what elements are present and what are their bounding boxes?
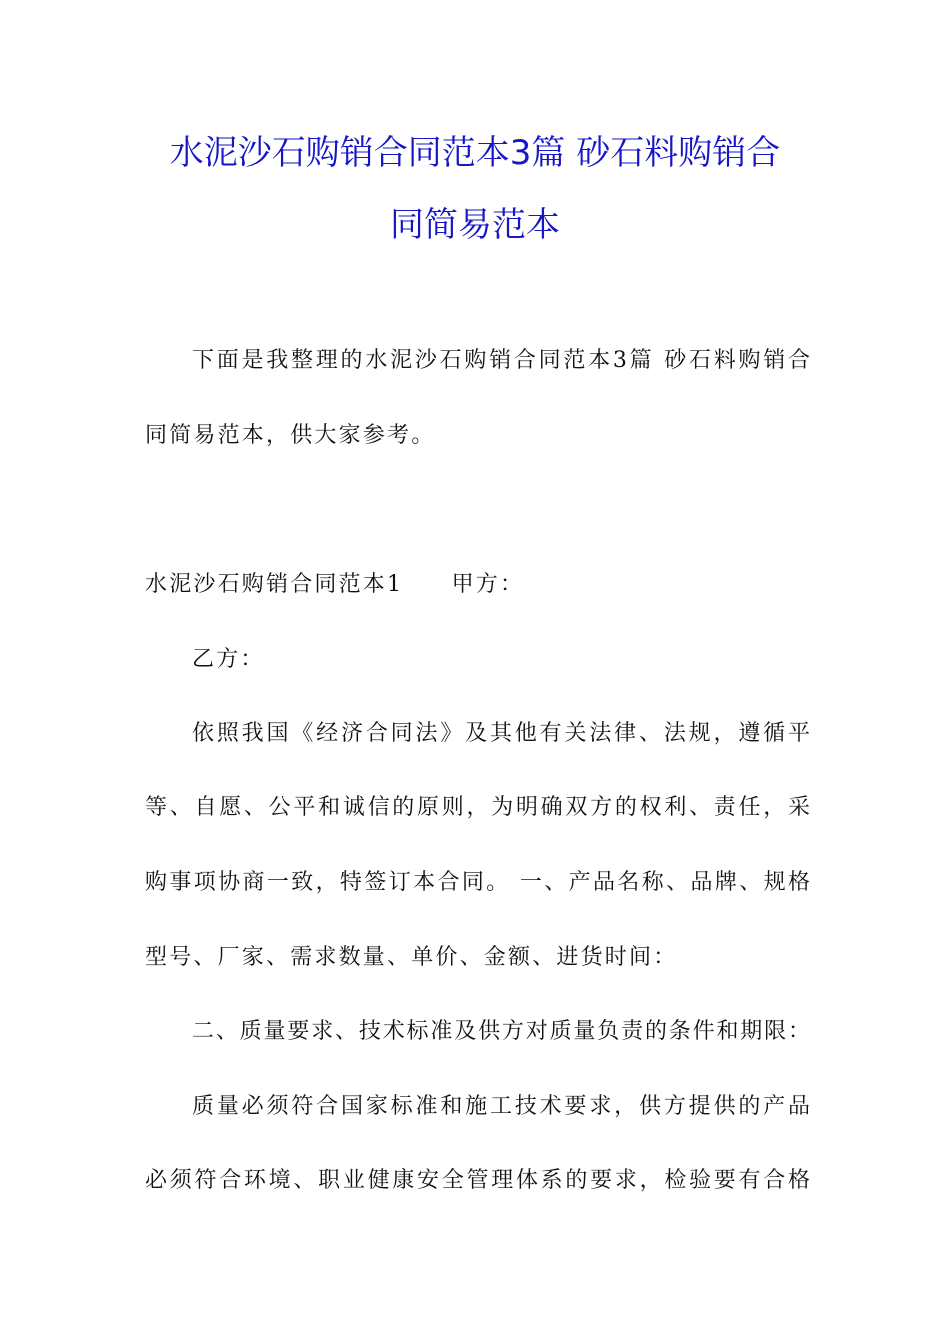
document-title-line-1: 水泥沙石购销合同范本3篇 砂石料购销合 xyxy=(169,133,781,173)
document-title-line-2: 同简易范本 xyxy=(390,205,560,245)
intro-paragraph-line-2: 同简易范本，供大家参考。 xyxy=(145,423,436,448)
preamble-line-4: 型号、厂家、需求数量、单价、金额、进货时间： xyxy=(145,945,678,970)
section-two-heading: 二、质量要求、技术标准及供方对质量负责的条件和期限： xyxy=(192,1019,810,1044)
preamble-line-3: 购事项协商一致，特签订本合同。 一、产品名称、品牌、规格 xyxy=(145,870,810,895)
party-b-label: 乙方： xyxy=(192,647,265,672)
preamble-line-1: 依照我国《经济合同法》及其他有关法律、法规，遵循平 xyxy=(192,721,810,746)
quality-paragraph-line-2: 必须符合环境、职业健康安全管理体系的要求，检验要有合格 xyxy=(145,1168,810,1193)
quality-paragraph-line-1: 质量必须符合国家标准和施工技术要求，供方提供的产品 xyxy=(192,1094,810,1119)
intro-paragraph-line-1: 下面是我整理的水泥沙石购销合同范本3篇 砂石料购销合 xyxy=(192,348,810,373)
contract-heading: 水泥沙石购销合同范本1 甲方： xyxy=(145,572,525,597)
preamble-line-2: 等、自愿、公平和诚信的原则，为明确双方的权利、责任，采 xyxy=(145,795,810,820)
